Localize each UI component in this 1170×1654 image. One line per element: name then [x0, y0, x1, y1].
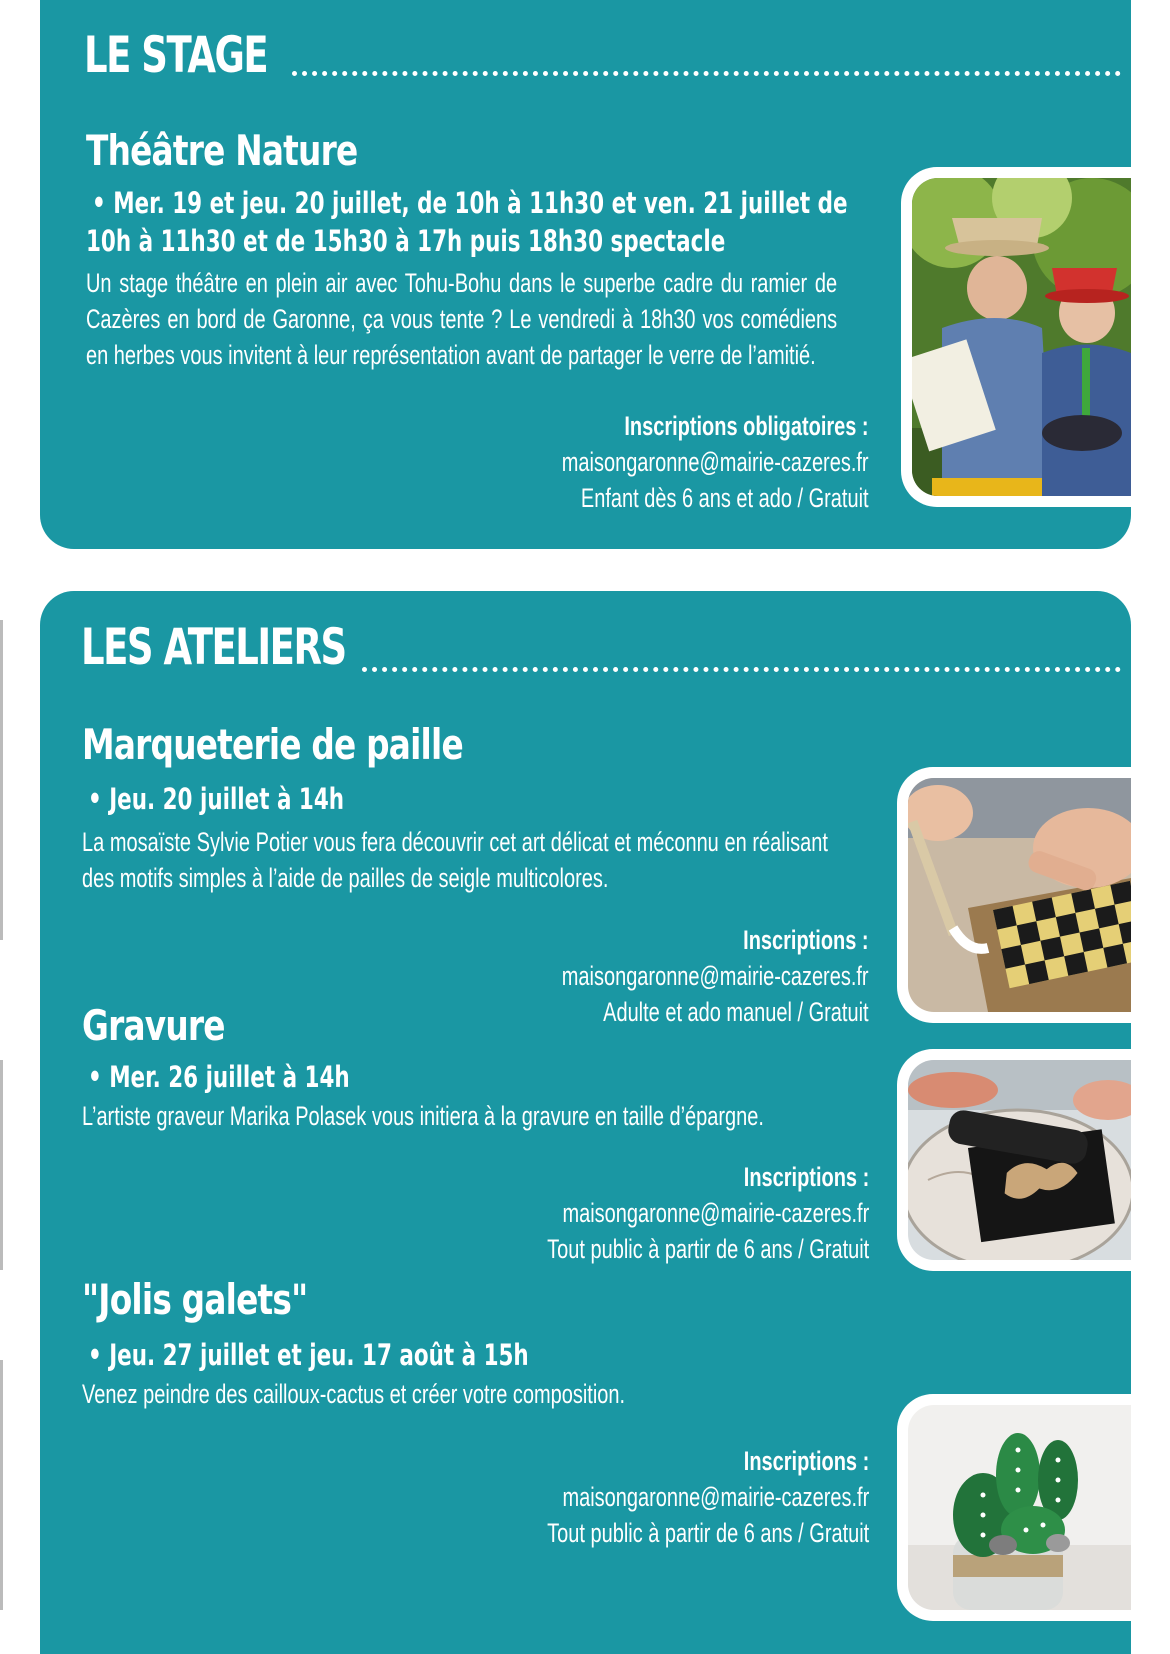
photo-frame — [897, 767, 1131, 1023]
engraving-roller-photo — [908, 1060, 1131, 1260]
photo-frame — [897, 1049, 1131, 1271]
crop-mark — [0, 1060, 3, 1270]
section-title: LE STAGE — [84, 26, 268, 84]
photo-frame — [897, 1394, 1131, 1621]
audience-price: Enfant dès 6 ans et ado / Gratuit — [581, 483, 869, 513]
audience-price: Tout public à partir de 6 ans / Gratuit — [546, 1518, 869, 1548]
activity-description: L’artiste graveur Marika Polasek vous initiera à la gravure en taille d’épargne. — [82, 1101, 764, 1131]
activity-description: Un stage théâtre en plein air avec Tohu-Bohu dans le superbe cadre du ramier de Cazères en bord de Garonne, ça vous tente ? Le vendredi à 18h30 vos comédiens en herbes vous invitent à leur représentation avant de partager le verre de l’amitié. — [86, 268, 838, 370]
inscription-label: Inscriptions : — [743, 1446, 869, 1476]
activity-description: La mosaïste Sylvie Potier vous fera découvrir cet art délicat et méconnu en réalisant des motifs simples à l’aide de pailles de seigle multicolores. — [82, 827, 828, 893]
activity-description: Venez peindre des cailloux-cactus et créer votre composition. — [82, 1379, 626, 1409]
inscription-block — [562, 922, 869, 1030]
activity-title: "Jolis galets" — [82, 1275, 308, 1324]
stage-panel — [40, 0, 1131, 549]
inscription-block — [547, 1443, 869, 1551]
inscription-label: Inscriptions : — [743, 1162, 869, 1192]
ateliers-panel — [40, 591, 1131, 1654]
contact-email[interactable]: maisongaronne@mairie-cazeres.fr — [562, 1482, 869, 1512]
contact-email[interactable]: maisongaronne@mairie-cazeres.fr — [562, 447, 869, 477]
inscription-label: Inscriptions : — [743, 925, 869, 955]
ateliers-header — [81, 618, 439, 676]
children-theatre-photo — [912, 178, 1131, 496]
photo-frame — [901, 167, 1131, 507]
activity-date: 10h à 11h30 et de 15h30 à 17h puis 18h30 spectacle — [86, 224, 726, 258]
audience-price: Adulte et ado manuel / Gratuit — [603, 997, 869, 1027]
activity-title: Gravure — [82, 1001, 225, 1050]
inscription-block — [562, 408, 869, 516]
crop-mark — [0, 620, 3, 940]
contact-email[interactable]: maisongaronne@mairie-cazeres.fr — [562, 961, 869, 991]
activity-date: • Mer. 26 juillet à 14h — [88, 1060, 350, 1094]
activity-date: • Jeu. 20 juillet à 14h — [88, 782, 345, 816]
contact-email[interactable]: maisongaronne@mairie-cazeres.fr — [562, 1198, 869, 1228]
straw-marquetry-photo — [908, 778, 1131, 1012]
inscription-label: Inscriptions obligatoires : — [624, 411, 869, 441]
dotted-rule — [292, 71, 1121, 76]
activity-title: Marqueterie de paille — [82, 720, 463, 769]
dotted-rule — [362, 667, 1121, 672]
audience-price: Tout public à partir de 6 ans / Gratuit — [546, 1234, 869, 1264]
activity-date: • Mer. 19 et jeu. 20 juillet, de 10h à 11h30 et ven. 21 juillet de — [92, 186, 848, 220]
painted-cactus-stones-photo — [908, 1405, 1131, 1610]
inscription-block — [547, 1159, 869, 1267]
activity-title: Théâtre Nature — [86, 126, 358, 175]
section-title: LES ATELIERS — [81, 618, 346, 676]
crop-mark — [0, 1360, 3, 1610]
activity-date: • Jeu. 27 juillet et jeu. 17 août à 15h — [88, 1338, 529, 1372]
